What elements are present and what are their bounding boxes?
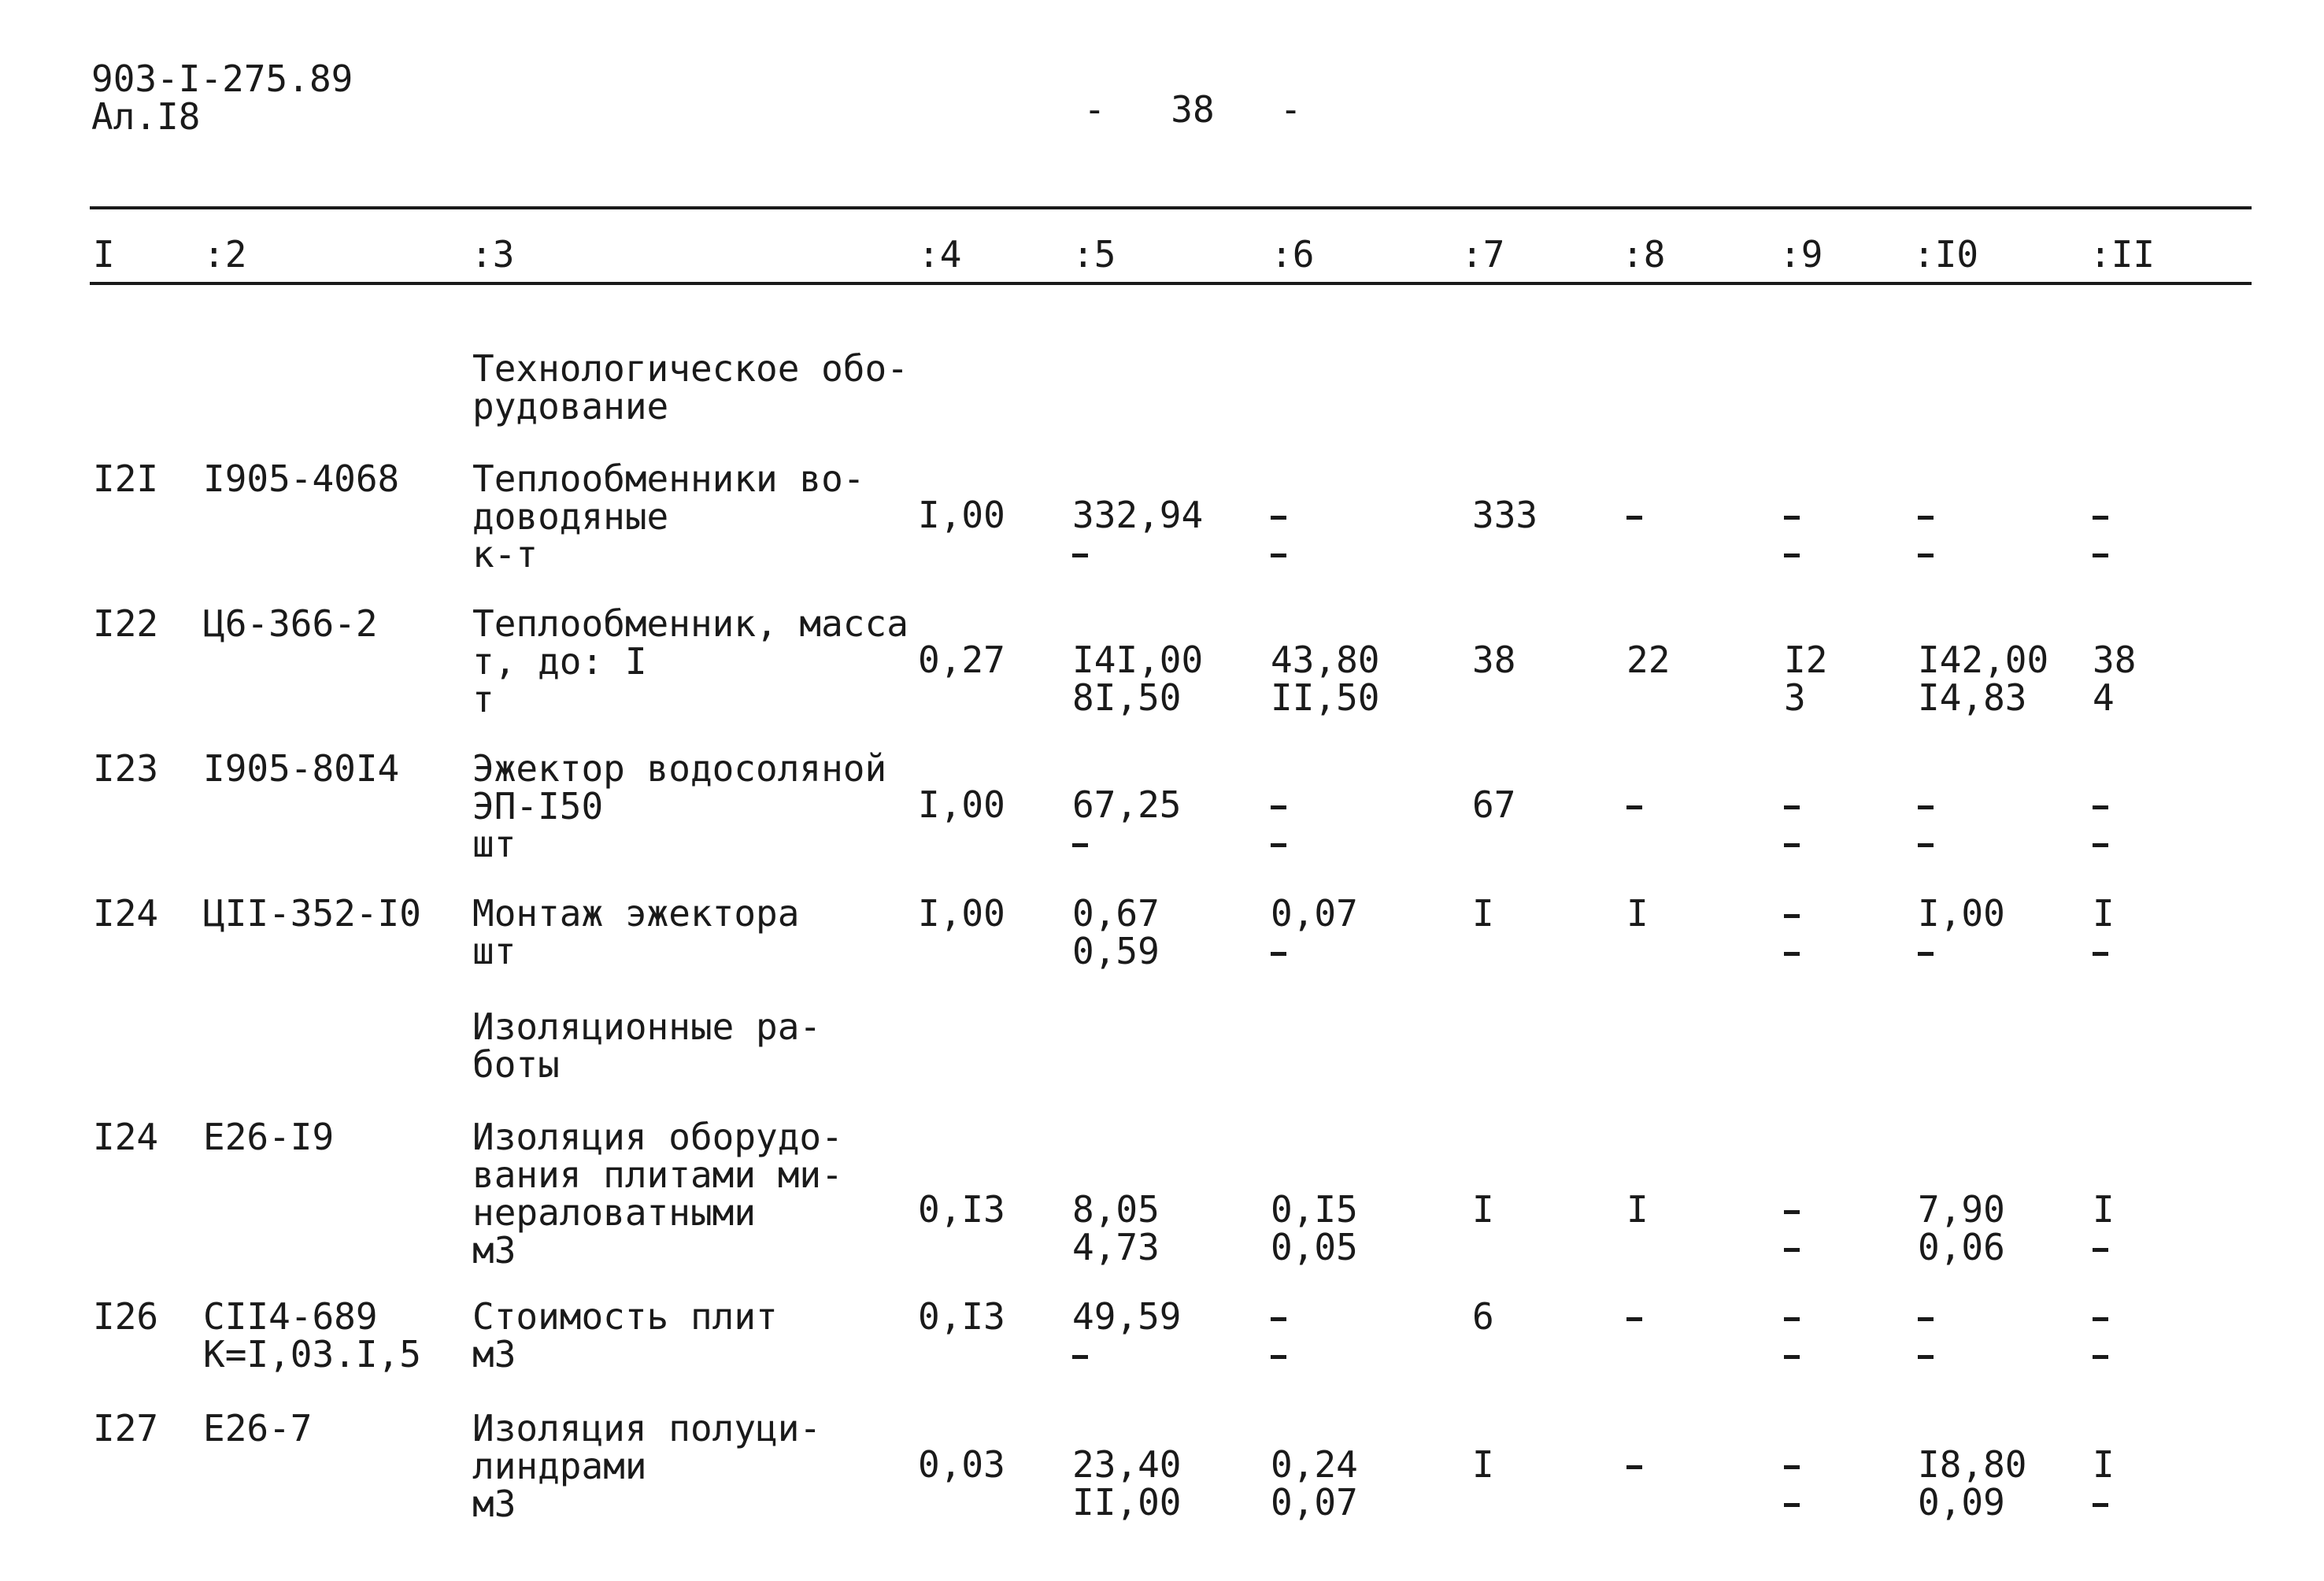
row-description-line: Изоляция оборудо-	[472, 1116, 843, 1158]
dash-mark	[2093, 516, 2108, 520]
cell-col7-line: 6	[1472, 1295, 1494, 1338]
column-header-5: :5	[1072, 233, 1116, 276]
dash-mark	[1784, 516, 1800, 520]
cell-col6	[1271, 1190, 1358, 1266]
cell-col11-line-dash	[2093, 824, 2108, 861]
dash-mark	[1271, 805, 1286, 809]
column-header-3: :3	[471, 233, 515, 276]
cell-col9-line-dash	[1784, 534, 1800, 572]
cell-col5-line-dash	[1072, 1335, 1181, 1373]
cell-col11	[2093, 1298, 2108, 1373]
cell-col10-line: 7,90	[1918, 1188, 2005, 1231]
cell-col4	[918, 641, 1005, 679]
dash-mark	[1072, 1355, 1088, 1359]
cell-col5	[1072, 783, 1182, 861]
cell-col11-line-dash	[2093, 1298, 2108, 1335]
cell-col10	[1918, 1443, 2027, 1524]
cell-col8	[1626, 641, 1670, 679]
cell-col4-line: 0,I3	[918, 1295, 1005, 1338]
cell-col11	[2093, 786, 2108, 861]
dash-mark	[1784, 1355, 1800, 1359]
section-heading-line: Изоляционные ра-	[472, 1005, 822, 1048]
row-description	[472, 894, 799, 970]
dash-mark	[1271, 554, 1286, 557]
cell-col6-line-dash	[1271, 534, 1286, 572]
cell-col7-line: I	[1472, 1188, 1494, 1231]
cell-col6-line-dash	[1271, 496, 1286, 534]
cell-col10-line-dash	[1918, 824, 1934, 861]
cell-col10-line: I,00	[1918, 892, 2005, 935]
cell-col5	[1072, 1190, 1160, 1266]
cell-col6-line-dash	[1271, 932, 1358, 970]
cell-col11-line: I	[2093, 1443, 2115, 1486]
table-header-rule	[90, 282, 2252, 285]
dash-mark	[1784, 1248, 1800, 1252]
cell-col11	[2093, 639, 2137, 719]
row-description-line: нераловатными	[472, 1191, 757, 1234]
cell-col11	[2093, 1190, 2115, 1266]
row-code-line: I905-4068	[203, 457, 400, 500]
cell-col8-line-dash	[1626, 786, 1642, 824]
cell-col5-line: 0,59	[1072, 930, 1160, 972]
cell-col5-line: 8,05	[1072, 1188, 1160, 1231]
cell-col8	[1626, 496, 1642, 534]
row-number	[93, 892, 159, 935]
dash-mark	[2093, 1503, 2108, 1507]
cell-col11-line: 4	[2093, 676, 2115, 719]
dash-mark	[2093, 1355, 2108, 1359]
row-number-line: I24	[93, 892, 159, 935]
dash-mark	[1626, 516, 1642, 520]
cell-col10-line-dash	[1918, 786, 1934, 824]
cell-col5-line: 8I,50	[1072, 676, 1182, 719]
cell-col10	[1918, 639, 2049, 719]
cell-col6-line-dash	[1271, 1335, 1286, 1373]
dash-mark	[2093, 843, 2108, 847]
cell-col8-line-dash	[1626, 1446, 1642, 1483]
cell-col7	[1472, 783, 1516, 826]
cell-col10-line: 0,09	[1918, 1481, 2005, 1524]
cell-col9-line: 3	[1784, 676, 1806, 719]
cell-col10-line-dash	[1918, 534, 1934, 572]
cell-col9-line-dash	[1784, 932, 1800, 970]
cell-col6	[1271, 894, 1358, 970]
document-code-line2: Ал.I8	[91, 95, 201, 138]
dash-mark	[1072, 554, 1088, 557]
cell-col6	[1271, 1443, 1358, 1524]
cell-col9	[1784, 639, 1828, 719]
cell-col5	[1072, 1443, 1182, 1524]
dash-mark	[1784, 1210, 1800, 1214]
cell-col6-line: 0,07	[1271, 892, 1358, 935]
row-code-line: I905-80I4	[203, 747, 400, 790]
cell-col10-line-dash	[1918, 1335, 1934, 1373]
cell-col6-line: 0,07	[1271, 1481, 1358, 1524]
dash-mark	[1271, 516, 1286, 520]
cell-col4-line: I,00	[918, 494, 1005, 536]
cell-col9	[1784, 496, 1800, 572]
dash-mark	[2093, 1248, 2108, 1252]
cell-col11-line: I	[2093, 1188, 2115, 1231]
cell-col11-line-dash	[2093, 1483, 2115, 1521]
row-code	[203, 892, 421, 935]
row-code-line: Е26-7	[203, 1407, 313, 1450]
cell-col8-line-dash	[1626, 496, 1642, 534]
row-code	[203, 1118, 334, 1156]
row-description	[472, 1116, 843, 1272]
dash-mark	[1271, 1355, 1286, 1359]
cell-col5-line: 0,67	[1072, 892, 1160, 935]
dash-mark	[2093, 554, 2108, 557]
dash-mark	[1784, 1503, 1800, 1507]
cell-col7	[1472, 1443, 1494, 1486]
row-code	[203, 602, 378, 645]
dash-mark	[1784, 1317, 1800, 1321]
row-description-line: т, до: I	[472, 640, 647, 683]
row-description-line: линдрами	[472, 1445, 647, 1487]
cell-col4	[918, 892, 1005, 935]
column-header-1: I	[93, 233, 115, 276]
dash-mark	[1271, 843, 1286, 847]
row-description-line: м3	[472, 1483, 516, 1525]
row-code	[203, 1295, 421, 1376]
table-top-rule	[90, 206, 2252, 209]
cell-col9-line-dash	[1784, 1446, 1800, 1483]
cell-col9-line-dash	[1784, 894, 1800, 932]
row-description	[472, 1409, 821, 1523]
row-description-line: т	[472, 678, 494, 720]
cell-col6-line-dash	[1271, 824, 1286, 861]
cell-col6	[1271, 496, 1286, 572]
row-code	[203, 747, 400, 790]
cell-col9-line: I2	[1784, 639, 1828, 681]
row-description	[472, 1295, 778, 1376]
row-description-line: Изоляция полуци-	[472, 1407, 822, 1450]
cell-col11-line-dash	[2093, 496, 2108, 534]
row-description-line: ЭП-I50	[472, 785, 604, 828]
row-description-line: шт	[472, 823, 516, 865]
cell-col8	[1626, 892, 1649, 935]
row-code-line: CII4-689	[203, 1295, 378, 1338]
section-heading-line: Технологическое обо-	[472, 347, 909, 390]
cell-col4-line: 0,27	[918, 639, 1005, 681]
row-number	[93, 747, 159, 790]
dash-mark	[1918, 952, 1934, 956]
dash-mark	[1918, 1317, 1934, 1321]
cell-col11-line-dash	[2093, 932, 2115, 970]
cell-col7	[1472, 496, 1538, 534]
cell-col5-line: 4,73	[1072, 1226, 1160, 1268]
row-number	[93, 1118, 158, 1156]
cell-col6-line: II,50	[1271, 676, 1380, 719]
cell-col10	[1918, 1298, 1934, 1373]
cell-col10-line: I4,83	[1918, 676, 2027, 719]
cell-col7	[1472, 641, 1515, 679]
dash-mark	[1918, 554, 1934, 557]
cell-col4	[918, 1295, 1005, 1338]
row-description-line: Теплообменник, масса	[472, 602, 909, 645]
cell-col4-line: I,00	[918, 892, 1005, 935]
dash-mark	[1626, 805, 1642, 809]
cell-col9	[1784, 786, 1800, 861]
row-description-line: Стоимость плит	[472, 1295, 778, 1338]
row-description	[472, 747, 887, 865]
row-description-line: м3	[472, 1333, 516, 1376]
cell-col9-line-dash	[1784, 1190, 1800, 1228]
cell-col9-line-dash	[1784, 1298, 1800, 1335]
dash-mark	[1271, 952, 1286, 956]
cell-col7-line: 333	[1472, 494, 1538, 536]
cell-col8-line: 22	[1626, 639, 1671, 681]
section-heading-line: боты	[472, 1043, 560, 1086]
dash-mark	[1784, 805, 1800, 809]
cell-col6	[1271, 1298, 1286, 1373]
column-header-10: :I0	[1913, 233, 1979, 276]
cell-col8-line: I	[1626, 1188, 1649, 1231]
dash-mark	[1072, 843, 1088, 847]
row-number	[93, 457, 159, 500]
cell-col10	[1918, 894, 2005, 970]
cell-col9	[1784, 1190, 1800, 1266]
column-header-9: :9	[1779, 233, 1823, 276]
column-header-11: :II	[2089, 233, 2156, 276]
cell-col5-line: 23,40	[1072, 1443, 1182, 1486]
row-description-line: Монтаж эжектора	[472, 892, 800, 935]
cell-col10-line: I42,00	[1918, 639, 2049, 681]
cell-col5-line: I4I,00	[1072, 639, 1204, 681]
cell-col11-line: 38	[2093, 639, 2137, 681]
cell-col5-line-dash	[1072, 824, 1181, 861]
cell-col6	[1271, 639, 1380, 719]
row-number-line: I27	[93, 1407, 159, 1450]
cell-col9-line-dash	[1784, 1483, 1800, 1521]
row-number-line: I22	[93, 602, 159, 645]
page-number: - 38 -	[1083, 88, 1302, 131]
row-code-line: К=I,03.I,5	[203, 1333, 421, 1376]
cell-col6-line: 43,80	[1271, 639, 1380, 681]
cell-col5	[1072, 894, 1160, 970]
cell-col11	[2093, 894, 2115, 970]
row-number	[93, 1407, 159, 1450]
cell-col9	[1784, 1298, 1800, 1373]
column-header-4: :4	[918, 233, 962, 276]
row-description-line: к-т	[472, 533, 538, 576]
cell-col6-line: 0,I5	[1271, 1188, 1358, 1231]
dash-mark	[1784, 952, 1800, 956]
cell-col6-line-dash	[1271, 786, 1286, 824]
dash-mark	[2093, 952, 2108, 956]
dash-mark	[1784, 914, 1800, 918]
row-code-line: ЦII-352-I0	[203, 892, 421, 935]
cell-col4	[918, 496, 1005, 534]
dash-mark	[1784, 843, 1800, 847]
cell-col5	[1072, 639, 1204, 719]
cell-col4	[918, 1188, 1005, 1231]
cell-col11-line-dash	[2093, 1228, 2115, 1266]
cell-col11-line-dash	[2093, 534, 2108, 572]
row-description-line: Эжектор водосоляной	[472, 747, 887, 790]
dash-mark	[1918, 516, 1934, 520]
cell-col4-line: 0,I3	[918, 1188, 1005, 1231]
row-number-line: I24	[93, 1116, 159, 1158]
cell-col10	[1918, 786, 1934, 861]
cell-col7	[1472, 1295, 1494, 1338]
cell-col8	[1626, 1298, 1642, 1335]
cell-col9-line-dash	[1784, 1228, 1800, 1266]
cell-col10	[1918, 496, 1934, 572]
cell-col9	[1784, 1446, 1800, 1521]
row-description	[472, 457, 865, 576]
cell-col4-line: I,00	[918, 783, 1005, 826]
cell-col5	[1072, 1295, 1182, 1373]
cell-col6	[1271, 786, 1286, 861]
row-description-line: шт	[472, 930, 516, 972]
cell-col10	[1918, 1190, 2005, 1266]
cell-col7-line: 38	[1472, 639, 1516, 681]
cell-col4	[918, 1443, 1005, 1486]
cell-col6-line: 0,24	[1271, 1443, 1358, 1486]
dash-mark	[1918, 843, 1934, 847]
dash-mark	[1784, 1465, 1800, 1469]
section-heading	[472, 1005, 822, 1086]
cell-col8-line: I	[1626, 892, 1649, 935]
cell-col11-line: I	[2093, 892, 2115, 935]
row-description	[472, 602, 909, 720]
cell-col10-line-dash	[1918, 496, 1934, 534]
section-heading-line: рудование	[472, 385, 669, 428]
cell-col11	[2093, 496, 2108, 572]
cell-col10-line: 0,06	[1918, 1226, 2005, 1268]
column-header-6: :6	[1271, 233, 1315, 276]
cell-col5-line: 332,94	[1072, 494, 1204, 536]
column-header-8: :8	[1622, 233, 1666, 276]
cell-col11-line-dash	[2093, 786, 2108, 824]
row-code	[203, 457, 400, 500]
column-header-2: :2	[203, 233, 247, 276]
cell-col9-line-dash	[1784, 786, 1800, 824]
cell-col8	[1626, 1188, 1649, 1231]
column-header-7: :7	[1461, 233, 1505, 276]
cell-col7-line: I	[1472, 1443, 1494, 1486]
cell-col6-line-dash	[1271, 1298, 1286, 1335]
cell-col10-line: I8,80	[1918, 1443, 2027, 1486]
cell-col7	[1472, 1188, 1494, 1231]
cell-col4-line: 0,03	[918, 1443, 1005, 1486]
cell-col8	[1626, 1446, 1642, 1483]
row-number	[93, 602, 159, 645]
cell-col9-line-dash	[1784, 496, 1800, 534]
cell-col9-line-dash	[1784, 1335, 1800, 1373]
cell-col5-line-dash	[1072, 534, 1203, 572]
row-description-line: м3	[472, 1229, 516, 1272]
row-code-line: Е26-I9	[203, 1116, 335, 1158]
cell-col7	[1472, 892, 1494, 935]
row-description-line: Теплообменники во-	[472, 457, 865, 500]
dash-mark	[1918, 1355, 1934, 1359]
dash-mark	[2093, 805, 2108, 809]
cell-col8-line-dash	[1626, 1298, 1642, 1335]
cell-col8	[1626, 786, 1642, 824]
cell-col11-line-dash	[2093, 1335, 2108, 1373]
dash-mark	[1784, 554, 1800, 557]
dash-mark	[2093, 1317, 2108, 1321]
cell-col11	[2093, 1443, 2115, 1521]
cell-col7-line: 67	[1472, 783, 1516, 826]
cell-col4	[918, 783, 1005, 826]
dash-mark	[1918, 805, 1934, 809]
cell-col5	[1072, 496, 1203, 572]
cell-col10-line-dash	[1918, 1298, 1934, 1335]
row-number-line: I26	[93, 1295, 159, 1338]
cell-col5-line: II,00	[1072, 1481, 1182, 1524]
row-code	[203, 1407, 313, 1450]
row-description-line: доводяные	[472, 495, 669, 538]
row-number-line: I2I	[93, 457, 159, 500]
dash-mark	[1271, 1317, 1286, 1321]
document-code-line1: 903-I-275.89	[91, 57, 353, 100]
row-number	[93, 1295, 159, 1338]
row-description-line: вания плитами ми-	[472, 1153, 843, 1196]
row-code-line: Ц6-366-2	[203, 602, 378, 645]
cell-col9-line-dash	[1784, 824, 1800, 861]
cell-col9	[1784, 894, 1800, 970]
cell-col5-line: 67,25	[1072, 783, 1182, 826]
section-heading	[472, 347, 909, 428]
dash-mark	[1626, 1317, 1642, 1321]
cell-col6-line: 0,05	[1271, 1226, 1358, 1268]
cell-col5-line: 49,59	[1072, 1295, 1182, 1338]
document-code	[91, 57, 353, 138]
dash-mark	[1626, 1465, 1642, 1469]
cell-col7-line: I	[1472, 892, 1494, 935]
row-number-line: I23	[93, 747, 159, 790]
cell-col10-line-dash	[1918, 932, 2005, 970]
